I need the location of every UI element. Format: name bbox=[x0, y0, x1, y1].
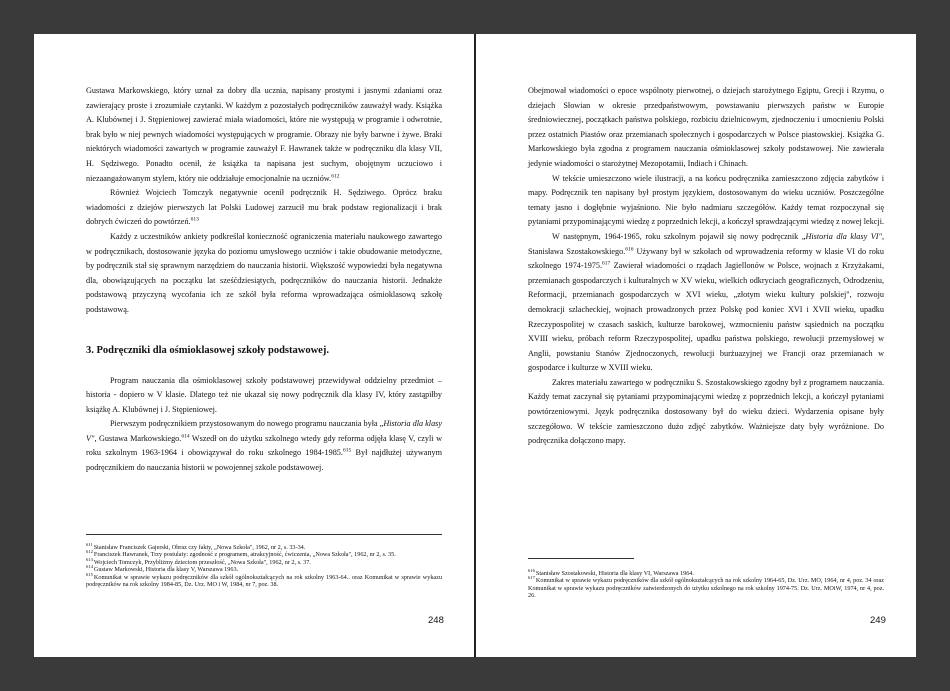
footnote-number: 611 bbox=[86, 541, 93, 547]
footnote-separator bbox=[528, 558, 634, 559]
page-right bbox=[476, 34, 916, 657]
page-number-right: 249 bbox=[870, 615, 886, 626]
paragraph bbox=[528, 84, 884, 172]
right-footnotes bbox=[528, 567, 884, 600]
footnote-text: Franciszek Hawranek, Trzy postulaty: zgodność z programem, atrakcyjność, ćwiczenia, „Nowa Szkoła", 1962, nr 2, s. 35. bbox=[93, 551, 396, 559]
italic-title: Historia dla klasy VI" bbox=[805, 231, 882, 241]
footnote-number: 614 bbox=[86, 564, 93, 570]
footnote bbox=[86, 571, 442, 589]
text-run: Używany był w szkołach od wprowadzenia reformy w klasie VI do roku szkolnego 1974-1975. bbox=[528, 246, 884, 271]
right-paragraphs bbox=[528, 84, 884, 449]
text-run: Każdy z uczestników ankiety podkreślał konieczność ograniczenia materiału naukowego zawartego w podręcznikach, dostosowanie języka do poziomu umysłowego uczniów i takie obudowanie metodyczne, by podręcznik stał się sprawnym narzędziem do nauczania historii. Większość wypowiedzi była negatywna dla, obowiązujących na początku lat sześćdziesiątych, podręczników do nauczania historii. Jednakże podstawową przyczyną wycofania ich ze szkół była reforma wprowadzająca ośmioklasową szkołę podstawową. bbox=[86, 231, 442, 314]
italic-title: Historia dla klasy V" bbox=[86, 419, 442, 443]
section-heading: 3. Podręczniki dla ośmioklasowej szkoły podstawowej. bbox=[86, 344, 329, 356]
page-number-left: 248 bbox=[428, 615, 444, 626]
footnote-ref: 612 bbox=[331, 172, 340, 179]
text-run: W tekście umieszczono wiele ilustracji, a na końcu podręcznika zamieszczono zdjęcia zabytków i mapy. Podręcznik ten napisany był prostym językiem, dostosowanym do wieku uczniów. Poszczególne tematy jasno i dogłębnie wyjaśniono. Nie było nadmiaru szczegółów. Każdy temat rozpoczynał się pytaniami przypominającymi wiedzę z poprzednich lekcji, a kończył sprawdzającymi wiedzę z nowej lekcji. bbox=[528, 173, 885, 227]
text-run: Był najdłużej używanym podręcznikiem do nauczania historii w powojennej szkole podstawowej. bbox=[86, 448, 443, 473]
footnote-ref: 615 bbox=[342, 447, 352, 454]
paragraph bbox=[86, 84, 442, 186]
text-run: Zawierał wiadomości o rządach Jagiellonów w Polsce, wojnach z Krzyżakami, przemianach gospodarczych i kulturalnych w XV wieku, wielkich odkryciach geograficznych, Odrodzeniu, Reformacji, przemianach gospodarczych w XVI wieku, „złotym wieku kultury polskiej", rozwoju demokracji szlacheckiej, wojnach prowadzonych przez Polskę pod koniec XVI i XVII wieku, upadku Rzeczypospolitej w czasach saskich, kulturze barokowej, wzmocnieniu państw sąsiednich na początku XVIII wieku, próbach reform Rzeczypospolitej, upadku państwa polskiego, rewolucji przemysłowej w Anglii, powstaniu Stanów Zjednoczonych, rewolucji burżuazyjnej we Francji oraz przemianach w gospodarce i kulturze w XVIII wieku. bbox=[528, 261, 884, 373]
footnote bbox=[528, 577, 884, 599]
paragraph bbox=[528, 376, 884, 449]
text-run: Również Wojciech Tomczyk negatywnie ocenił podręcznik H. Sędziwego. Oprócz braku wiadomości z dziejów pierwszych lat Polski Ludowej zarzucił mu brak podstaw regionalizacji i brak dobrych ćwiczeń do powtórzeń. bbox=[86, 188, 442, 227]
footnote bbox=[86, 566, 442, 573]
paragraph bbox=[528, 230, 884, 376]
left-footnotes bbox=[86, 541, 442, 589]
footnote-text: Komunikat w sprawie wykazu podręczników dla szkół ogólnokształcących na rok szkolny 1963-64.. oraz Komunikat w sprawie wykazu podręczników na rok szkolny 1984-85, Dz. Urz. MO i W, 1984, nr 7, poz. 38. bbox=[86, 573, 442, 589]
paragraph bbox=[86, 230, 442, 318]
paragraph bbox=[86, 417, 442, 475]
footnote-ref: 617 bbox=[602, 260, 611, 267]
text-run: Zakres materiału zawartego w podręczniku S. Szostakowskiego zgodny był z programem nauczania. Każdy temat zaczynał się pytaniami przypominającymi wiedzę z poprzednich lekcji, a kończył pytaniami powtórzeniowymi. Język podręcznika dostosowany był do wieku dzieci. Wydarzenia opisane były szczegółowo. W tekście zamieszczono dużo zdjęć zabytków. Ważniejsze daty były wyróżnione. Do podręcznika dołączono mapy. bbox=[528, 377, 884, 446]
right-page-body bbox=[528, 84, 884, 449]
footnote-ref: 614 bbox=[181, 433, 190, 440]
footnote-text: Stanisław Szostakowski, Historia dla klasy VI, Warszawa 1964. bbox=[535, 570, 694, 577]
footnote-text: Wojciech Tomczyk, Przybliżmy dzieciom przeszłość, „Nowa Szkoła", 1962, nr 2, s. 37. bbox=[93, 558, 311, 566]
footnote-separator bbox=[86, 534, 442, 535]
text-run: Wszedł on do użytku szkolnego wtedy gdy reforma odjęła klasę V, czyli w roku szkolnym 1963-1964 i obowiązywał do roku szkolnego 1984-1985. bbox=[86, 433, 442, 458]
footnote-number: 615 bbox=[86, 571, 93, 577]
text-run: , Stanisława Szostakowskiego. bbox=[528, 231, 884, 256]
text-run: Pierwszym podręcznikiem przystosowanym do nowego programu nauczania była „ bbox=[110, 419, 384, 429]
footnote-number: 613 bbox=[86, 556, 93, 562]
left-paragraphs bbox=[86, 84, 442, 318]
footnote-ref: 616 bbox=[625, 245, 634, 252]
paragraph bbox=[86, 374, 442, 418]
footnote-text: Komunikat w sprawie wykazu podręczników dla szkół ogólnokształcących na rok szkolny 1964-65, Dz. Urz. MO, 1964, nr 4, poz. 34 oraz Komunikat w sprawie wykazu podręczników zatwierdzonych do użytku szkolnego na rok szkolny 1974-75. Dz. Urz. MOiW, 1974, nr 4, poz. 26. bbox=[528, 577, 884, 600]
footnote-number: 612 bbox=[86, 549, 93, 555]
left-page-body bbox=[86, 84, 442, 476]
text-run: W następnym, 1964-1965, roku szkolnym pojawił się nowy podręcznik „ bbox=[552, 231, 806, 241]
footnote-text: Stanisław Franciszek Gajerski, Obraz czy fakty, „Nowa Szkoła", 1962, nr 2, s. 33-34. bbox=[93, 544, 306, 551]
footnote-ref: 613 bbox=[190, 216, 199, 223]
paragraph bbox=[528, 172, 884, 230]
paragraph bbox=[86, 186, 442, 230]
text-run: Program nauczania dla ośmioklasowej szkoły podstawowej przewidywał oddzielny przedmiot – historia - dopiero w V klasie. Dlatego też nie ukazał się nowy podręcznik dla klasy IV, który zastąpiłby książkę A. Klubównej i J. Stępieniowej. bbox=[86, 375, 442, 414]
left-paragraphs-after bbox=[86, 374, 442, 476]
text-run: , Gustawa Markowskiego. bbox=[94, 433, 182, 443]
text-run: Gustawa Markowskiego, który uznał za dobry dla ucznia, napisany prostymi i jasnymi zdaniami oraz zawierający proste i zrozumiałe czytanki. W każdym z pozostałych podręczników zauważył wady. Książka A. Klubównej i J. Stępieniowej zawierać miała wiadomości, które nie występują w programie i odwrotnie, brak było w niej pewnych wiadomości występujących w programie. Obrazy nie były barwne i żywe. Braki niektórych wiadomości zawartych w programie zauważył F. Hawranek także w podręczniku dla klasy VII, H. Sędziwego. Ponadto ocenił, że książka ta napisana jest suchym, obojętnym uczuciowo i niezaangażowanym stylem, który nie oddziałuje emocjonalnie na uczniów. bbox=[86, 86, 442, 183]
footnote-number: 617 bbox=[528, 575, 535, 581]
text-run: Obejmował wiadomości o epoce wspólnoty pierwotnej, o dziejach starożytnego Egiptu, Grecji i Rzymu, o dziejach Słowian w okresie przedpaństwowym, powstawaniu pierwszych państw w Europie średniowiecznej, początkach państwa polskiego, rozbiciu dzielnicowym, zjednoczeniu i umocnieniu Polski przez ostatnich Piastów oraz przemianach społecznych i gospodarczych w Polsce piastowskiej. Książka G. Markowskiego była zgodna z programem nauczania ośmioklasowej szkoły podstawowej. Nie zawierała jedynie wiadomości o starożytnej Mezopotamii, Indiach i Chinach. bbox=[528, 86, 884, 168]
page-left bbox=[34, 34, 474, 657]
footnote bbox=[86, 551, 442, 558]
footnote-number: 616 bbox=[528, 567, 535, 573]
footnote-text: Gustaw Markowski, Historia dla klasy V, Warszawa 1963. bbox=[93, 566, 239, 574]
